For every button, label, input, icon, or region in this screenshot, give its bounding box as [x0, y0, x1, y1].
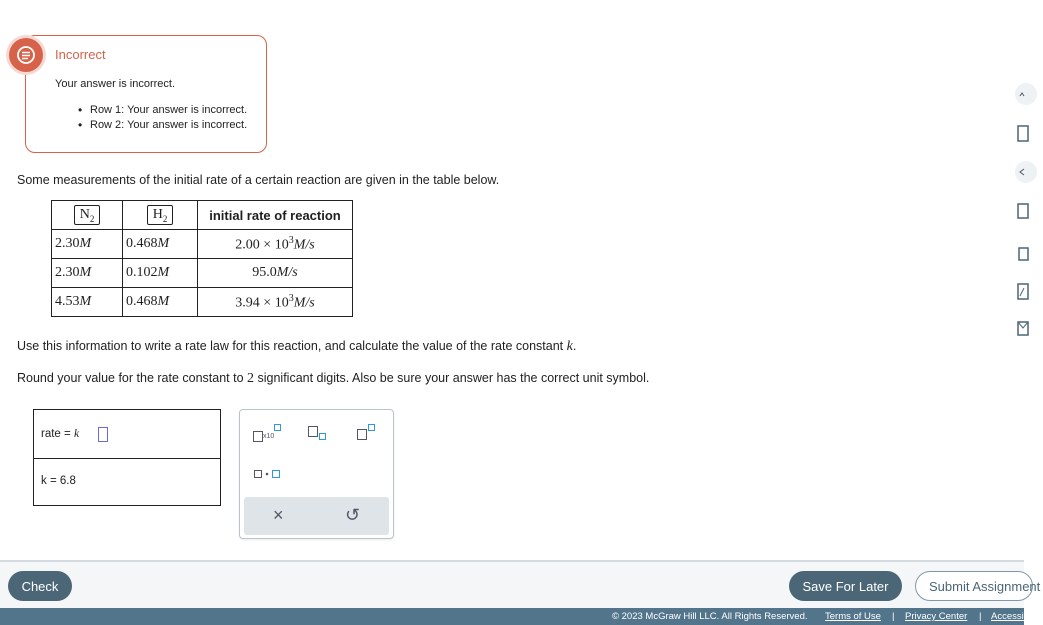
palette-actions: [244, 497, 389, 535]
save-for-later-button[interactable]: Save For Later: [789, 571, 902, 601]
undo-icon[interactable]: ↺: [345, 505, 361, 525]
terms-link[interactable]: Terms of Use: [825, 611, 881, 622]
cell-n2: 4.53M: [52, 288, 123, 317]
table-row: [52, 259, 353, 288]
graph-icon[interactable]: [1012, 281, 1026, 303]
rate-data-table: [51, 200, 353, 317]
question-intro: Some measurements of the initial rate of a certain reaction are given in the table below.: [17, 173, 500, 187]
rate-constant-value[interactable]: k = 6.8: [41, 475, 76, 487]
header-initial-rate: initial rate of reaction: [198, 201, 353, 230]
notes-icon[interactable]: [1012, 200, 1026, 222]
check-button[interactable]: Check: [8, 571, 72, 601]
header-h2: $H_2$: [123, 201, 198, 230]
rate-constant-row[interactable]: [34, 458, 220, 505]
table-row: [52, 230, 353, 259]
back-arrow-icon[interactable]: [1012, 161, 1026, 183]
cell-h2: 0.468M: [123, 288, 198, 317]
periodic-table-icon[interactable]: [1012, 243, 1026, 265]
superscript-button[interactable]: [356, 423, 380, 450]
privacy-link[interactable]: Privacy Center: [905, 611, 968, 622]
rate-law-input[interactable]: [98, 427, 108, 442]
feedback-item: • Row 2: Your answer is incorrect.: [78, 119, 247, 134]
separator: |: [892, 611, 895, 622]
cell-rate: $2.00 \times 10^3M/s$: [198, 230, 353, 259]
answer-box: [33, 409, 221, 506]
cell-rate: $3.94 \times 10^3M/s$: [198, 288, 353, 317]
question-rounding: Round your value for the rate constant to 2 significant digits. Also be sure your answer has the correct unit symbol.: [17, 371, 650, 386]
cell-h2: 0.102M: [123, 259, 198, 288]
table-row: [52, 288, 353, 317]
feedback-message: Your answer is incorrect.: [55, 78, 176, 90]
feedback-message-icon: [9, 38, 43, 72]
question-instruction: Use this information to write a rate law for this reaction, and calculate the value of the rate constant k.: [17, 339, 577, 354]
cell-n2: 2.30M: [52, 259, 123, 288]
cell-h2: 0.468M: [123, 230, 198, 259]
feedback-title: Incorrect: [55, 47, 106, 62]
calculator-icon[interactable]: [1012, 123, 1026, 145]
x10-label: x10: [263, 433, 275, 440]
feedback-list: [78, 104, 247, 134]
copyright-bar: [0, 608, 1043, 625]
collapse-arrow-icon[interactable]: [1012, 83, 1026, 105]
cell-rate: 95.0M/s: [198, 259, 353, 288]
rate-law-label: rate = k: [41, 428, 80, 440]
multiply-dot-button[interactable]: [253, 468, 283, 487]
scientific-notation-button[interactable]: [252, 423, 284, 450]
feedback-item: • Row 1: Your answer is incorrect.: [78, 104, 247, 119]
rate-law-row: [34, 410, 220, 459]
submit-assignment-button[interactable]: Submit Assignment: [915, 571, 1033, 601]
cell-n2: 2.30M: [52, 230, 123, 259]
subscript-button[interactable]: [307, 423, 331, 450]
accessibility-link[interactable]: Accessibility: [991, 611, 1043, 622]
message-icon[interactable]: [1012, 318, 1026, 340]
separator: |: [979, 611, 982, 622]
header-n2: $N_2$: [52, 201, 123, 230]
math-palette: [239, 409, 394, 539]
clear-icon[interactable]: ×: [273, 505, 284, 525]
copyright-text: © 2023 McGraw Hill LLC. All Rights Reserved.: [612, 611, 808, 622]
